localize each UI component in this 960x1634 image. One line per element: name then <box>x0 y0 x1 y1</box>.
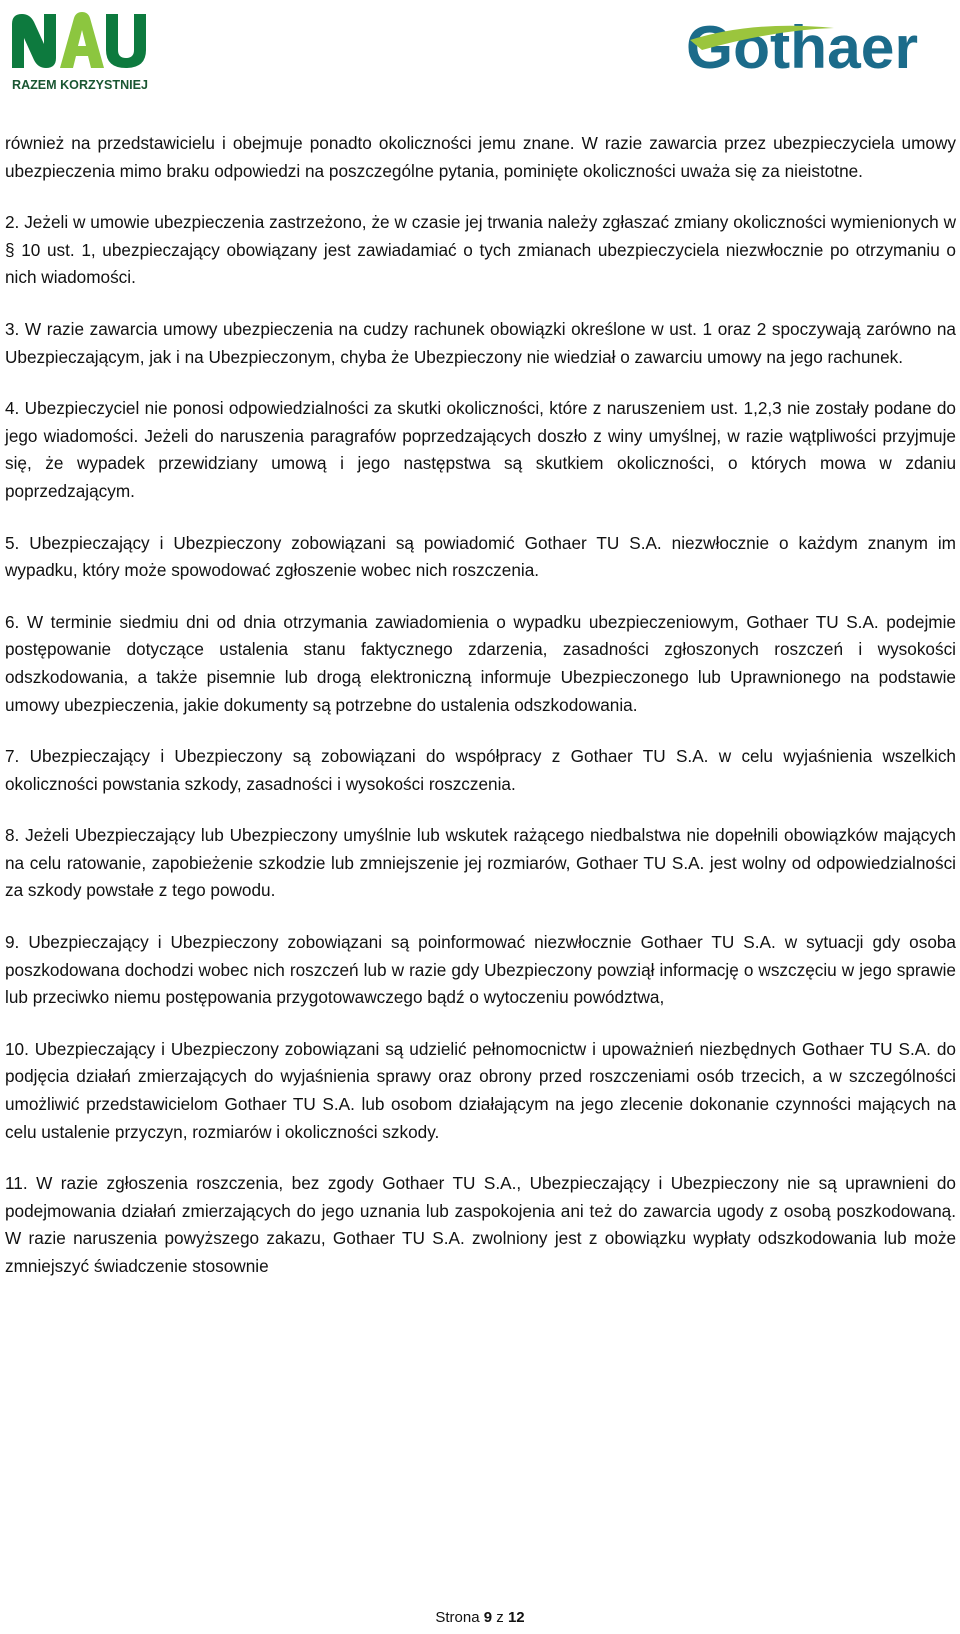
paragraph-10: 10. Ubezpieczający i Ubezpieczony zobowiązani są udzielić pełnomocnictw i upoważnień niezbędnych Gothaer TU S.A. do podjęcia działań zmierzających do wyjaśnienia sprawy oraz obrony przed roszczeniami osób trzecich, a w szczególności umożliwić przedstawicielom Gothaer TU S.A. lub osobom działającym na jego zlecenie dokonanie czynności mających na celu ustalenie przyczyn, rozmiarów i okoliczności szkody. <box>5 1038 956 1142</box>
page-number <box>0 1609 960 1626</box>
page-current: 9 <box>483 1609 493 1626</box>
nau-logo-tagline: RAZEM KORZYSTNIEJ <box>12 77 148 92</box>
paragraph-6: 6. W terminie siedmiu dni od dnia otrzymania zawiadomienia o wypadku ubezpieczeniowym, Gothaer TU S.A. podejmie postępowanie dotyczące ustalenia stanu faktycznego zdarzenia, zasadności zgłoszonych roszczeń i wysokości odszkodowania, a także pisemnie lub drogą elektroniczną informuje Ubezpieczonego lub Uprawnionego na podstawie umowy ubezpieczenia, jakie dokumenty są potrzebne do ustalenia odszkodowania. <box>5 611 956 715</box>
page-label: Strona <box>435 1609 480 1626</box>
nau-logo-letter-u <box>106 14 146 68</box>
page-of: z <box>496 1609 504 1626</box>
page-total: 12 <box>507 1609 525 1626</box>
nau-logo-letter-a <box>60 12 104 68</box>
document-body <box>5 130 956 1305</box>
paragraph-4: 4. Ubezpieczyciel nie ponosi odpowiedzialności za skutki okoliczności, które z naruszeniem ust. 1,2,3 nie zostały podane do jego wiadomości. Jeżeli do naruszenia paragrafów poprzedzających doszło z winy umyślnej, w razie wątpliwości przyjmuje się, że wypadek przewidziany umową i jego następstwa są skutkiem okoliczności, o których mowa w zdaniu poprzedzającym. <box>5 398 956 501</box>
paragraph-7: 7. Ubezpieczający i Ubezpieczony są zobowiązani do współpracy z Gothaer TU S.A. w celu wyjaśnienia wszelkich okoliczności powstania szkody, zasadności i wysokości roszczenia. <box>5 746 956 794</box>
paragraph-2: 2. Jeżeli w umowie ubezpieczenia zastrzeżono, że w czasie jej trwania należy zgłaszać zmiany okoliczności wymienionych w § 10 ust. 1, ubezpieczający obowiązany jest zawiadamiać o tych zmianach ubezpieczyciela niezwłocznie po otrzymaniu o nich wiadomości. <box>5 212 956 288</box>
gothaer-logo-wordmark: Gothaer <box>686 14 918 81</box>
paragraph-3: 3. W razie zawarcia umowy ubezpieczenia na cudzy rachunek obowiązki określone w ust. 1 oraz 2 spoczywają zarówno na Ubezpieczającym, jak i na Ubezpieczonym, chyba że Ubezpieczony nie wiedział o zawarciu umowy na jego rachunek. <box>5 318 956 367</box>
paragraph-8: 8. Jeżeli Ubezpieczający lub Ubezpieczony umyślnie lub wskutek rażącego niedbalstwa nie dopełnili obowiązków mających na celu ratowanie, zapobieżenie szkodzie lub zmniejszenie jej rozmiarów, Gothaer TU S.A. jest wolny od odpowiedzialności za szkody powstałe z tego powodu. <box>5 825 956 901</box>
paragraph-9: 9. Ubezpieczający i Ubezpieczony zobowiązani są poinformować niezwłocznie Gothaer TU S.A. w sytuacji gdy osoba poszkodowana dochodzi wobec nich roszczeń lub w razie gdy Ubezpieczony powziął informację o wszczęciu w jego sprawie lub przeciwko niemu postępowania przygotowawczego bądź o wytoczeniu powództwa, <box>5 932 956 1008</box>
gothaer-logo <box>684 10 924 90</box>
paragraph-5: 5. Ubezpieczający i Ubezpieczony zobowiązani są powiadomić Gothaer TU S.A. niezwłocznie o każdym znanym im wypadku, który może spowodować zgłoszenie wobec nich roszczenia. <box>5 532 956 581</box>
paragraph-continuation: również na przedstawicielu i obejmuje ponadto okoliczności jemu znane. W razie zawarcia przez ubezpieczyciela umowy ubezpieczenia mimo braku odpowiedzi na poszczególne pytania, pominięte okoliczności uważa się za nieistotne. <box>5 133 956 181</box>
paragraph-11: 11. W razie zgłoszenia roszczenia, bez zgody Gothaer TU S.A., Ubezpieczający i Ubezpieczony nie są uprawnieni do podejmowania działań zmierzających do jego uznania lub zaspokojenia ani też do zawarcia ugody z osobą poszkodowaną. W razie naruszenia powyższego zakazu, Gothaer TU S.A. zwolniony jest z obowiązku wypłaty odszkodowania lub może zmniejszyć świadczenie stosownie <box>5 1173 956 1276</box>
nau-logo-letter-n <box>12 14 56 68</box>
nau-logo <box>10 8 150 94</box>
